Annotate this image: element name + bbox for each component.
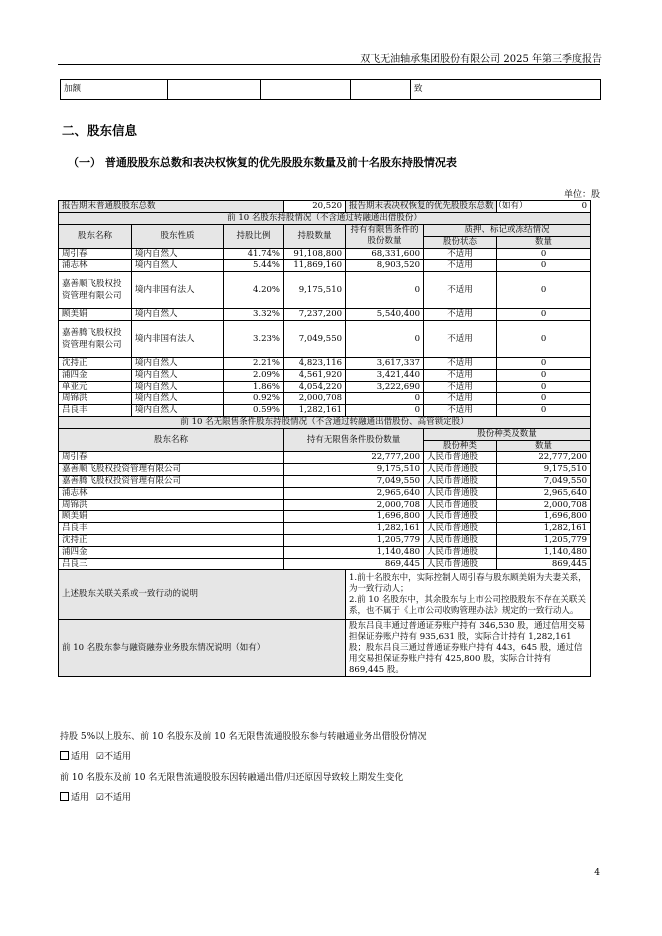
shareholder-qty: 2,000,708	[284, 393, 346, 405]
unrestricted-kind: 人民币普通股	[424, 523, 497, 535]
shareholder-ratio: 3.32%	[224, 309, 284, 321]
unrestricted-count: 22,777,200	[497, 452, 591, 464]
shareholder-nature: 境内非国有法人	[132, 272, 224, 309]
unrestricted-name: 浦四金	[59, 546, 284, 558]
pref-holders-value: 0	[497, 201, 591, 213]
unrestricted-name: 沈持正	[59, 534, 284, 546]
unrestricted-row	[59, 475, 591, 487]
shareholder-pledge-count: 0	[497, 369, 591, 381]
relations-label: 上述股东关联关系或一致行动的说明	[59, 570, 346, 620]
header-rule	[58, 64, 600, 65]
unrestricted-qty: 1,140,480	[284, 546, 424, 558]
shareholder-pledge-count: 0	[497, 248, 591, 260]
shareholder-row	[59, 393, 591, 405]
shareholder-name: 浦四金	[59, 369, 132, 381]
shareholder-name: 嘉善腾飞股权投资管理有限公司	[59, 320, 132, 357]
unr-header-kind-group: 股份种类及数量	[424, 428, 591, 440]
unrestricted-name: 嘉善顺飞股权投资管理有限公司	[59, 464, 284, 476]
shareholder-restricted: 3,617,337	[346, 357, 424, 369]
shareholder-ratio: 2.09%	[224, 369, 284, 381]
shareholder-restricted: 3,421,440	[346, 369, 424, 381]
shareholder-row	[59, 357, 591, 369]
unr-header-count: 数量	[497, 440, 591, 452]
shareholder-name: 沈持正	[59, 357, 132, 369]
unrestricted-kind: 人民币普通股	[424, 511, 497, 523]
shareholder-row	[59, 248, 591, 260]
shareholder-restricted: 68,331,600	[346, 248, 424, 260]
shareholder-name: 顾美娟	[59, 309, 132, 321]
shareholder-pledge-status: 不适用	[424, 381, 497, 393]
shareholder-nature: 境内自然人	[132, 309, 224, 321]
unrestricted-name: 周锦洪	[59, 499, 284, 511]
shareholder-pledge-count: 0	[497, 260, 591, 272]
shareholder-row	[59, 381, 591, 393]
unrestricted-qty: 2,000,708	[284, 499, 424, 511]
shareholder-qty: 4,054,220	[284, 381, 346, 393]
unrestricted-count: 1,696,800	[497, 511, 591, 523]
shareholder-row	[59, 260, 591, 272]
col-header-restricted: 持有有限售条件的股份数量	[346, 224, 424, 248]
unrestricted-qty: 869,445	[284, 558, 424, 570]
relations-text-1: 1.前十名股东中，实际控制人周引春与股东顾美娟为夫妻关系，为一致行动人；	[349, 572, 587, 594]
shareholder-pledge-status: 不适用	[424, 357, 497, 369]
shareholder-pledge-status: 不适用	[424, 393, 497, 405]
unrestricted-name: 嘉善腾飞股权投资管理有限公司	[59, 475, 284, 487]
unrestricted-kind: 人民币普通股	[424, 499, 497, 511]
unrestricted-row	[59, 558, 591, 570]
unrestricted-count: 1,205,779	[497, 534, 591, 546]
shareholder-qty: 9,175,510	[284, 272, 346, 309]
shareholder-nature: 境内自然人	[132, 393, 224, 405]
unrestricted-qty: 7,049,550	[284, 475, 424, 487]
total-holders-value: 20,520	[284, 201, 346, 213]
shareholder-qty: 11,869,160	[284, 260, 346, 272]
col-header-ratio: 持股比例	[224, 224, 284, 248]
note-1-options	[60, 749, 131, 762]
top-fragment-table	[60, 79, 601, 100]
shareholder-pledge-status: 不适用	[424, 309, 497, 321]
shareholder-restricted: 0	[346, 393, 424, 405]
unrestricted-kind: 人民币普通股	[424, 464, 497, 476]
shareholder-pledge-status: 不适用	[424, 248, 497, 260]
note-2-options	[60, 790, 131, 803]
shareholder-ratio: 1.86%	[224, 381, 284, 393]
col-header-nature: 股东性质	[132, 224, 224, 248]
unrestricted-kind: 人民币普通股	[424, 558, 497, 570]
option-applicable: 适用	[71, 793, 90, 803]
shareholder-name: 单亚元	[59, 381, 132, 393]
unrestricted-count: 1,282,161	[497, 523, 591, 535]
shareholder-restricted: 0	[346, 272, 424, 309]
unrestricted-qty: 1,696,800	[284, 511, 424, 523]
col-header-qty: 持股数量	[284, 224, 346, 248]
shareholder-name: 浦志林	[59, 260, 132, 272]
unrestricted-qty: 2,965,640	[284, 487, 424, 499]
shareholder-row	[59, 309, 591, 321]
unrestricted-row	[59, 534, 591, 546]
unit-label: 单位：股	[563, 190, 600, 200]
shareholder-restricted: 0	[346, 320, 424, 357]
unr-header-kind: 股份种类	[424, 440, 497, 452]
unr-header-qty: 持有无限售条件股份数量	[284, 428, 424, 452]
relations-text-2: 2.前 10 名股东中，其余股东与上市公司控股股东不存在关联关系，也不属于《上市公司收购管理办法》规定的一致行动人。	[349, 594, 586, 616]
unrestricted-row	[59, 487, 591, 499]
shareholder-row	[59, 320, 591, 357]
margin-text: 股东吕良丰通过普通证券账户持有 346,530 股，通过信用交易担保证券账户持有 935,631 股，实际合计持有 1,282,161 股；股东吕良三通过普通证券账户持有 443，645 股，通过信用交易担保证券账户持有 425,800 股，实际合计持有 869,445 股。	[346, 620, 591, 677]
shareholder-pledge-status: 不适用	[424, 369, 497, 381]
checkbox-checked-icon: ☑	[95, 752, 104, 762]
shareholder-ratio: 2.21%	[224, 357, 284, 369]
fragment-cell-left: 加额	[61, 80, 168, 100]
shareholder-restricted: 5,540,400	[346, 309, 424, 321]
shareholder-nature: 境内自然人	[132, 369, 224, 381]
shareholder-restricted: 3,222,690	[346, 381, 424, 393]
note-1: 持股 5%以上股东、前 10 名股东及前 10 名无限售流通股股东参与转融通业务出借股份情况	[60, 732, 427, 742]
option-not-applicable: 不适用	[103, 793, 131, 803]
option-applicable: 适用	[71, 752, 90, 762]
shareholder-pledge-status: 不适用	[424, 320, 497, 357]
shareholder-name: 嘉善顺飞股权投资管理有限公司	[59, 272, 132, 309]
pref-holders-label: 报告期末表决权恢复的优先股股东总数（如有）	[346, 201, 497, 213]
shareholder-name: 吕良丰	[59, 405, 132, 417]
shareholder-pledge-count: 0	[497, 272, 591, 309]
shareholder-row	[59, 369, 591, 381]
shareholder-qty: 1,282,161	[284, 405, 346, 417]
unrestricted-name: 吕良三	[59, 558, 284, 570]
shareholder-pledge-count: 0	[497, 309, 591, 321]
unrestricted-kind: 人民币普通股	[424, 534, 497, 546]
shareholder-ratio: 0.92%	[224, 393, 284, 405]
checkbox-unchecked-icon	[60, 751, 69, 760]
shareholder-ratio: 3.23%	[224, 320, 284, 357]
unrestricted-count: 7,049,550	[497, 475, 591, 487]
unrestricted-row	[59, 464, 591, 476]
margin-label: 前 10 名股东参与融资融券业务股东情况说明（如有）	[59, 620, 346, 677]
unrestricted-name: 顾美娟	[59, 511, 284, 523]
shareholder-table	[58, 200, 591, 677]
option-not-applicable: 不适用	[103, 752, 131, 762]
shareholder-pledge-count: 0	[497, 405, 591, 417]
unrestricted-kind: 人民币普通股	[424, 475, 497, 487]
unrestricted-row	[59, 452, 591, 464]
shareholder-nature: 境内自然人	[132, 260, 224, 272]
shareholder-pledge-status: 不适用	[424, 260, 497, 272]
shareholder-qty: 91,108,800	[284, 248, 346, 260]
shareholder-nature: 境内非国有法人	[132, 320, 224, 357]
unrestricted-name: 周引春	[59, 452, 284, 464]
subsection-title: （一） 普通股股东总数和表决权恢复的优先股股东数量及前十名股东持股情况表	[68, 156, 457, 169]
unrestricted-count: 2,965,640	[497, 487, 591, 499]
shareholder-pledge-count: 0	[497, 320, 591, 357]
shareholder-pledge-status: 不适用	[424, 272, 497, 309]
shareholder-nature: 境内自然人	[132, 357, 224, 369]
unrestricted-qty: 1,205,779	[284, 534, 424, 546]
shareholder-name: 周锦洪	[59, 393, 132, 405]
shareholder-ratio: 0.59%	[224, 405, 284, 417]
report-header: 双飞无油轴承集团股份有限公司 2025 年第三季度报告	[360, 54, 602, 65]
col-header-pledge-group: 质押、标记或冻结情况	[424, 224, 591, 236]
note-2: 前 10 名股东及前 10 名无限售流通股股东因转融通出借/归还原因导致较上期发生变化	[60, 773, 404, 783]
col-header-status: 股份状态	[424, 236, 497, 248]
shareholder-qty: 7,049,550	[284, 320, 346, 357]
unrestricted-name: 吕良丰	[59, 523, 284, 535]
shareholder-row	[59, 405, 591, 417]
shareholder-row	[59, 272, 591, 309]
shareholder-qty: 4,823,116	[284, 357, 346, 369]
unrestricted-count: 9,175,510	[497, 464, 591, 476]
unrestricted-row	[59, 499, 591, 511]
unrestricted-kind: 人民币普通股	[424, 487, 497, 499]
unrestricted-count: 869,445	[497, 558, 591, 570]
shareholder-nature: 境内自然人	[132, 248, 224, 260]
unrestricted-row	[59, 523, 591, 535]
shareholder-name: 周引春	[59, 248, 132, 260]
unrestricted-qty: 9,175,510	[284, 464, 424, 476]
shareholder-pledge-count: 0	[497, 381, 591, 393]
unrestricted-count: 2,000,708	[497, 499, 591, 511]
unrestricted-qty: 22,777,200	[284, 452, 424, 464]
shareholder-ratio: 5.44%	[224, 260, 284, 272]
shareholder-nature: 境内自然人	[132, 381, 224, 393]
unrestricted-name: 浦志林	[59, 487, 284, 499]
total-holders-label: 报告期末普通股股东总数	[59, 201, 284, 213]
shareholder-restricted: 8,903,520	[346, 260, 424, 272]
shareholder-qty: 7,237,200	[284, 309, 346, 321]
unrestricted-row	[59, 511, 591, 523]
shareholder-ratio: 4.20%	[224, 272, 284, 309]
unrestricted-qty: 1,282,161	[284, 523, 424, 535]
shareholder-pledge-count: 0	[497, 357, 591, 369]
shareholder-pledge-status: 不适用	[424, 405, 497, 417]
shareholder-restricted: 0	[346, 405, 424, 417]
section-title: 二、股东信息	[62, 123, 138, 138]
unrestricted-row	[59, 546, 591, 558]
top10-caption: 前 10 名股东持股情况（不含通过转融通出借股份）	[59, 212, 591, 224]
col-header-name: 股东名称	[59, 224, 132, 248]
page-number: 4	[594, 868, 600, 878]
relations-text	[346, 570, 591, 620]
fragment-cell-right: 致	[411, 80, 601, 100]
shareholder-nature: 境内自然人	[132, 405, 224, 417]
unrestricted-kind: 人民币普通股	[424, 546, 497, 558]
shareholder-ratio: 41.74%	[224, 248, 284, 260]
col-header-count: 数量	[497, 236, 591, 248]
checkbox-checked-icon: ☑	[95, 793, 104, 803]
unrestricted-count: 1,140,480	[497, 546, 591, 558]
checkbox-unchecked-icon	[60, 792, 69, 801]
unrestricted-caption: 前 10 名无限售条件股东持股情况（不含通过转融通出借股份、高管锁定股）	[59, 416, 591, 428]
shareholder-pledge-count: 0	[497, 393, 591, 405]
unr-header-name: 股东名称	[59, 428, 284, 452]
shareholder-qty: 4,561,920	[284, 369, 346, 381]
unrestricted-kind: 人民币普通股	[424, 452, 497, 464]
